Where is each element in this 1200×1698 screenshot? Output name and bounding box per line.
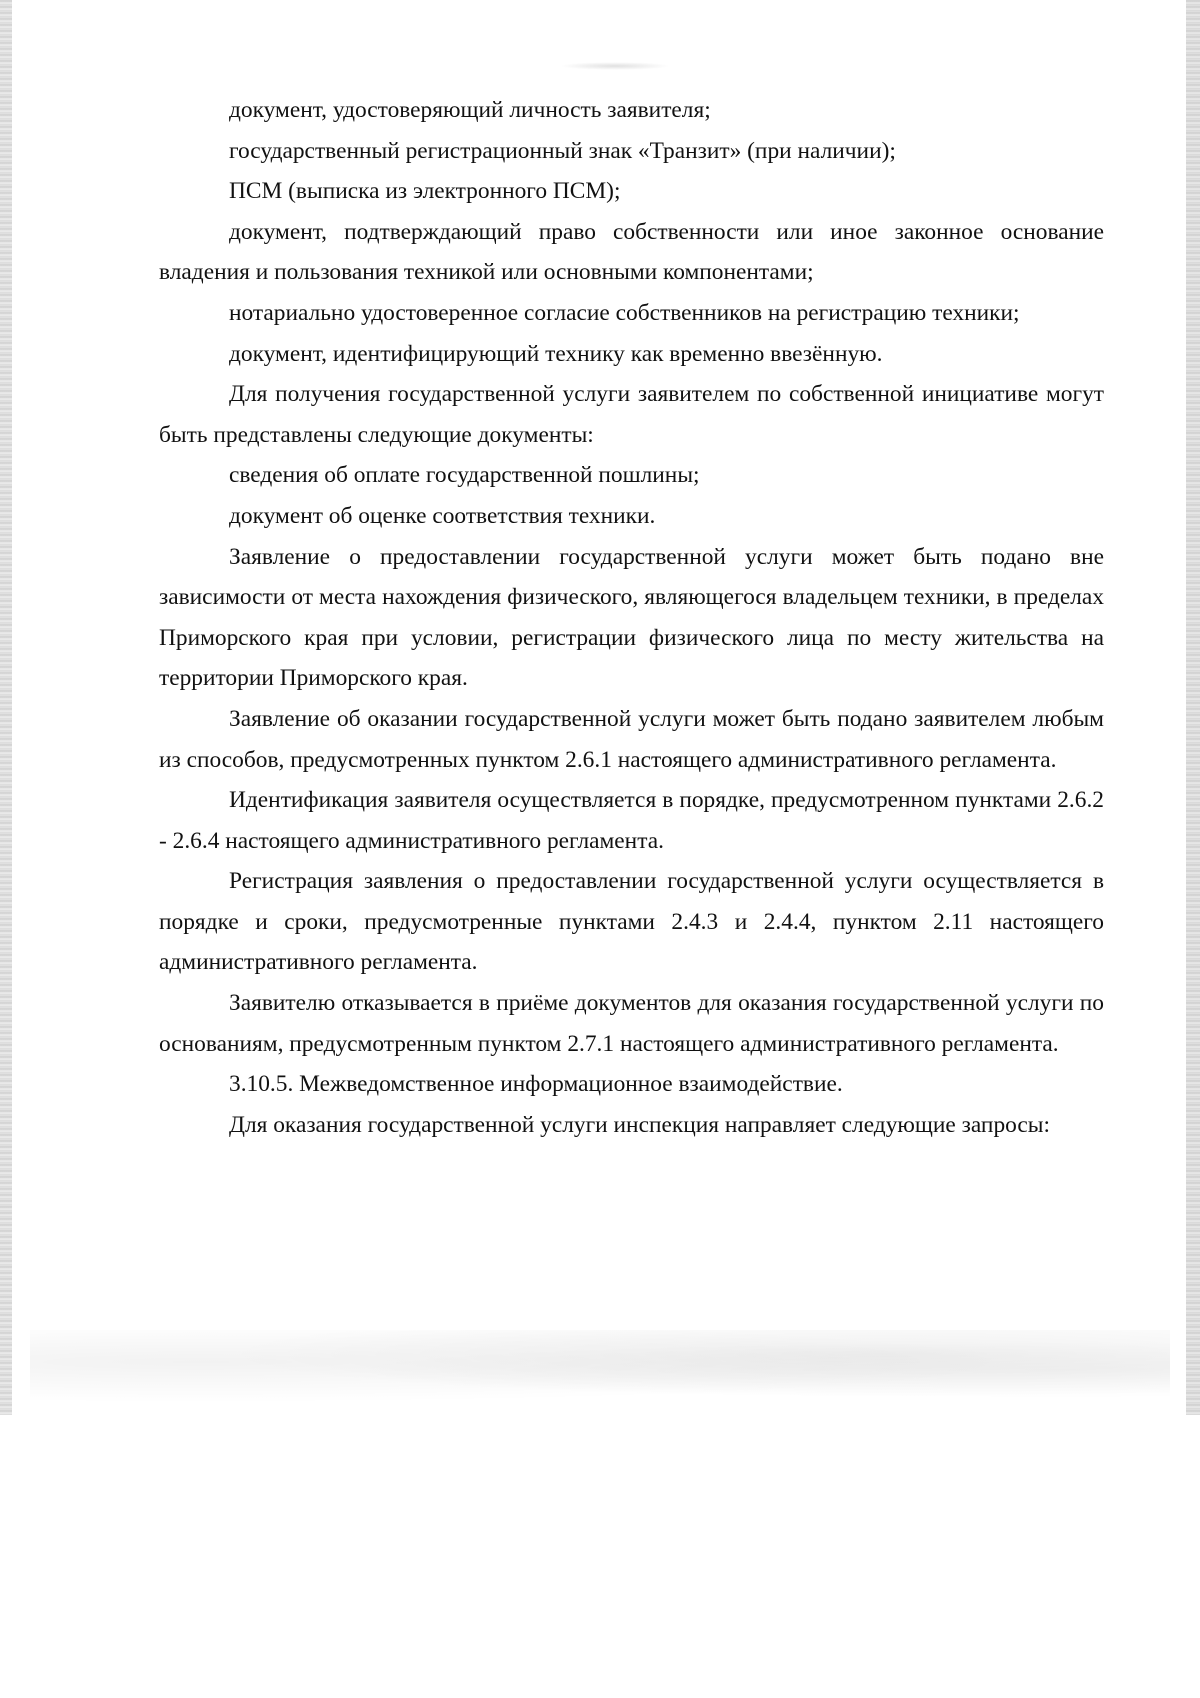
document-body [159, 90, 1104, 1145]
scan-artifact [30, 1330, 1170, 1410]
paragraph-transit-plate: государственный регистрационный знак «Транзит» (при наличии); [229, 137, 896, 164]
paragraph-application-methods: Заявление об оказании государственной услуги может быть подано заявителем любым из способов, предусмотренных пунктом 2.6.1 настоящего административного регламента. [159, 705, 1104, 773]
paragraph-application-registration: Регистрация заявления о предоставлении государственной услуги осуществляется в порядке и сроки, предусмотренные пунктами 2.4.3 и 2.4.4, пунктом 2.11 настоящего административного регламента. [159, 868, 1104, 976]
scan-edge-right [1186, 0, 1200, 1415]
paragraph-temporary-import: документ, идентифицирующий технику как временно ввезённую. [229, 340, 883, 367]
scan-edge-left [0, 0, 12, 1415]
paragraph-identity-document: документ, удостоверяющий личность заявителя; [229, 97, 711, 123]
paragraph-application-location: Заявление о предоставлении государственной услуги может быть подано вне зависимости от места нахождения физического, являющегося владельцем техники, в пределах Приморского края при условии, регистрации физического лица по месту жительства на территории Приморского края. [159, 543, 1104, 692]
paragraph-ownership-document: документ, подтверждающий право собственности или иное законное основание владения и пользования техникой или основными компонентами; [159, 218, 1104, 286]
paragraph-applicant-identification: Идентификация заявителя осуществляется в порядке, предусмотренном пунктами 2.6.2 - 2.6.4 настоящего административного регламента. [159, 787, 1104, 854]
paragraph-state-fee: сведения об оплате государственной пошлины; [229, 462, 700, 489]
paragraph-refusal-grounds: Заявителю отказывается в приёме документов для оказания государственной услуги по основаниям, предусмотренным пунктом 2.7.1 настоящего административного регламента. [159, 990, 1104, 1057]
paragraph-optional-documents-intro: Для получения государственной услуги заявителем по собственной инициативе могут быть представлены следующие документы: [159, 381, 1104, 448]
paragraph-owners-consent: нотариально удостоверенное согласие собственников на регистрацию техники; [229, 299, 1020, 326]
paragraph-interagency-requests: Для оказания государственной услуги инспекция направляет следующие запросы: [229, 1111, 1051, 1138]
section-heading-3-10-5: 3.10.5. Межведомственное информационное взаимодействие. [229, 1071, 843, 1098]
scan-artifact [560, 62, 670, 70]
paragraph-conformity-assessment: документ об оценке соответствия техники. [229, 502, 656, 529]
paragraph-psm: ПСМ (выписка из электронного ПСМ); [229, 178, 621, 205]
